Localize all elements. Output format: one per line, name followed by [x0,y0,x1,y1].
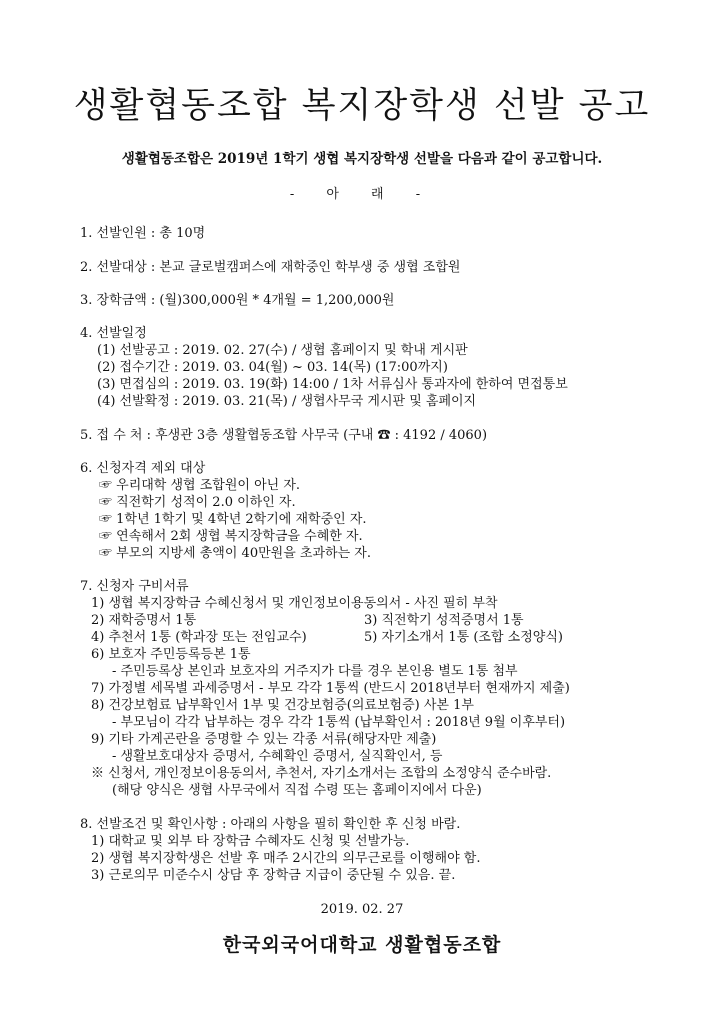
document-subnote: - 생활보호대상자 증명서, 수혜확인 증명서, 실직확인서, 등 [112,749,443,764]
form-note: ※ 신청서, 개인정보이용동의서, 추천서, 자기소개서는 조합의 소정양식 준수바람. [91,766,552,781]
document-title: 생활협동조합 복지장학생 선발 공고 [73,86,651,126]
exclusion-item: ☞ 직전학기 성적이 2.0 이하인 자. [99,495,296,510]
intro-sentence: 생활협동조합은 2019년 1학기 생협 복지장학생 선발을 다음과 같이 공고합니다. [121,151,603,167]
document-item: 6) 보호자 주민등록등본 1통 [91,647,251,662]
form-note-detail: (해당 양식은 생협 사무국에서 직접 수령 또는 홈페이지에서 다운) [112,783,482,798]
section-2-eligibility: 2. 선발대상 : 본교 글로벌캠퍼스에 재학중인 학부생 중 생협 조합원 [80,260,461,275]
section-4-heading: 4. 선발일정 [80,326,147,341]
section-7-heading: 7. 신청자 구비서류 [80,579,189,594]
schedule-item: (3) 면접심의 : 2019. 03. 19(화) 14:00 / 1차 서류심사 통과자에 한하여 면접통보 [97,377,568,392]
document-item: 9) 기타 가계곤란을 증명할 수 있는 각종 서류(해당자만 제출) [91,732,437,747]
document-subnote: - 주민등록상 본인과 보호자의 거주지가 다를 경우 본인용 별도 1통 첨부 [112,664,518,679]
schedule-item: (1) 선발공고 : 2019. 02. 27(수) / 생협 홈페이지 및 학내 게시판 [97,343,468,358]
section-1-recruit-count: 1. 선발인원 : 총 10명 [80,226,206,241]
document-item: 5) 자기소개서 1통 (조합 소정양식) [364,630,563,645]
condition-item: 3) 근로의무 미준수시 상담 후 장학금 지급이 중단될 수 있음. 끝. [91,868,456,883]
section-divider-label: - 아 래 - [289,187,435,202]
condition-item: 2) 생협 복지장학생은 선발 후 매주 2시간의 의무근로를 이행해야 함. [91,851,481,866]
document-item: 1) 생협 복지장학금 수혜신청서 및 개인정보이용동의서 - 사진 필히 부착 [91,596,498,611]
section-5-office: 5. 접 수 처 : 후생관 3층 생활협동조합 사무국 (구내 ☎ : 4192 / 4060) [80,428,488,443]
document-item: 2) 재학증명서 1통 [91,613,197,628]
notice-date: 2019. 02. 27 [320,902,404,917]
issuer-organization: 한국외국어대학교 생활협동조합 [222,934,502,956]
schedule-item: (2) 접수기간 : 2019. 03. 04(월) ~ 03. 14(목) (17:00까지) [97,360,448,375]
section-6-heading: 6. 신청자격 제외 대상 [80,461,206,476]
exclusion-item: ☞ 우리대학 생협 조합원이 아닌 자. [99,478,301,493]
document-subnote: - 부모님이 각각 납부하는 경우 각각 1통씩 (납부확인서 : 2018년 9월 이후부터) [112,715,566,730]
exclusion-item: ☞ 1학년 1학기 및 4학년 2학기에 재학중인 자. [99,512,367,527]
document-item: 4) 추천서 1통 (학과장 또는 전임교수) [91,630,307,645]
document-item: 8) 건강보험료 납부확인서 1부 및 건강보험증(의료보험증) 사본 1부 [91,698,474,713]
document-item: 7) 가정별 세목별 과세증명서 - 부모 각각 1통씩 (반드시 2018년부터 현재까지 제출) [91,681,570,696]
section-3-amount: 3. 장학금액 : (월)300,000원 * 4개월 = 1,200,000원 [80,293,395,308]
condition-item: 1) 대학교 및 외부 타 장학금 수혜자도 신청 및 선발가능. [91,834,410,849]
schedule-item: (4) 선발확정 : 2019. 03. 21(목) / 생협사무국 게시판 및 홈페이지 [97,394,477,409]
document-item: 3) 직전학기 성적증명서 1통 [364,613,524,628]
section-8-heading: 8. 선발조건 및 확인사항 : 아래의 사항을 필히 확인한 후 신청 바람. [80,817,461,832]
exclusion-item: ☞ 연속해서 2회 생협 복지장학금을 수혜한 자. [99,529,363,544]
exclusion-item: ☞ 부모의 지방세 총액이 40만원을 초과하는 자. [99,546,371,561]
